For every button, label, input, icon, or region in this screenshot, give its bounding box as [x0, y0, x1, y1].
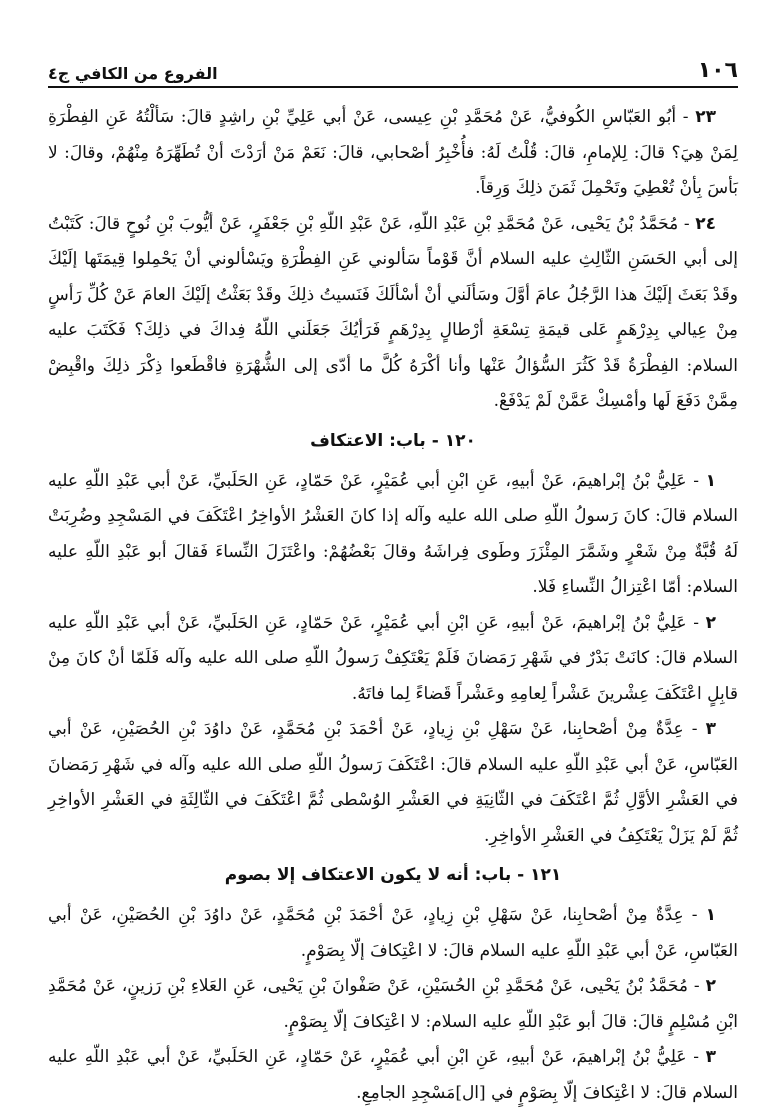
hadith-text: مُحَمَّدُ بْنُ يَحْيى، عَنْ مُحَمَّدِ بْنِ الحُسَيْنِ، عَنْ صَفْوانَ بْنِ يَحْيى، عَنِ العَلاءِ بْنِ رَزينٍ، عَنْ مُحَمَّدِ ابْنِ مُسْلِمٍ قالَ: قالَ أبو عَبْدِ اللّهِ عليه السلام: لا اعْتِكافَ إلّا بِصَوْمٍ.: [48, 976, 738, 1032]
hadith-text: عَلِيُّ بْنُ إبْراهيمَ، عَنْ أبيهِ، عَنِ ابْنِ أبي عُمَيْرٍ، عَنْ حَمّادٍ، عَنِ الحَلَبيِّ، عَنْ أبي عَبْدِ اللّهِ عليه السلام قالَ: لا اعْتِكافَ إلّا بِصَوْمٍ في [ال]مَسْجِدِ الجامِعِ.: [48, 1047, 738, 1103]
hadith-paragraph: ١ - عِدَّةٌ مِنْ أصْحابِنا، عَنْ سَهْلِ بْنِ زِيادٍ، عَنْ أحْمَدَ بْنِ مُحَمَّدٍ، عَنْ داوُدَ بْنِ الحُصَيْنِ، عَنْ أبي العَبّاسِ، عَنْ أبي عَبْدِ اللّهِ عليه السلام قالَ: لا اعْتِكافَ إلّا بِصَوْمٍ.: [48, 905, 738, 961]
hadith-text: عَلِيُّ بْنُ إبْراهيمَ، عَنْ أبيهِ، عَنِ ابْنِ أبي عُمَيْرٍ، عَنْ حَمّادٍ، عَنِ الحَلَبيِّ، عَنْ أبي عَبْدِ اللّهِ عليه السلام قالَ: كانَتْ بَدْرٌ في شَهْرِ رَمَضانَ فَلَمْ يَعْتَكِفْ رَسولُ اللّهِ صلى الله عليه وآله فَلَمّا أنْ كانَ مِنْ قابِلٍ اعْتَكَفَ عِشْرينَ عَشْراً لِعامِهِ وعَشْراً قَضاءً لِما فاتَهُ.: [48, 612, 738, 704]
chapter-heading: ١٢١ - باب: أنه لا يكون الاعتكاف إلا بصوم: [224, 865, 562, 885]
hadith-text: مُحَمَّدُ بْنُ يَحْيى، عَنْ مُحَمَّدِ بْنِ عَبْدِ اللّهِ، عَنْ عَبْدِ اللّهِ بْنِ جَعْفَرٍ، عَنْ أيُّوبَ بْنِ نُوحٍ قالَ: كَتَبْتُ إلى أبي الحَسَنِ الثّالِثِ عليه السلام أنَّ قَوْماً سَألوني عَنِ الفِطْرَةِ ويَسْألوني أنْ يَحْمِلوا قِيمَتَها إلَيْكَ وقَدْ بَعَثَ إلَيْكَ هذا الرَّجُلُ عامَ أوَّلَ وسَألَني أنْ أسْألَكَ فَنَسيتُ ذلِكَ وقَدْ بَعَثْتُ إلَيْكَ العامَ عَنْ كُلِّ رَأسٍ مِنْ عِيالي بِدِرْهَمٍ عَلى قيمَةِ تِسْعَةِ أرْطالٍ بِدِرْهَمٍ فَرَأيُكَ جَعَلَني اللّهُ فِداكَ في ذلِكَ؟ فَكَتَبَ عليه السلام: الفِطْرَةُ قَدْ كَثُرَ السُّؤالُ عَنْها وأنا أكْرَهُ كُلَّ ما أدّى إلى الشُّهْرَةِ فاقْطَعوا ذِكْرَ ذلِكَ واقْبِضْ مِمَّنْ دَفَعَ لَها وأمْسِكْ عَمَّنْ لَمْ يَدْفَعْ.: [48, 213, 738, 411]
hadith-number: ٢: [705, 612, 717, 633]
hadith-paragraph: ٢ - عَلِيُّ بْنُ إبْراهيمَ، عَنْ أبيهِ، عَنِ ابْنِ أبي عُمَيْرٍ، عَنْ حَمّادٍ، عَنِ الحَلَبيِّ، عَنْ أبي عَبْدِ اللّهِ عليه السلام قالَ: كانَتْ بَدْرٌ في شَهْرِ رَمَضانَ فَلَمْ يَعْتَكِفْ رَسولُ اللّهِ صلى الله عليه وآله فَلَمّا أنْ كانَ مِنْ قابِلٍ اعْتَكَفَ عِشْرينَ عَشْراً لِعامِهِ وعَشْراً قَضاءً لِما فاتَهُ.: [48, 612, 738, 704]
page-number: ١٠٦: [697, 58, 738, 83]
hadith-paragraph: ٢ - مُحَمَّدُ بْنُ يَحْيى، عَنْ مُحَمَّدِ بْنِ الحُسَيْنِ، عَنْ صَفْوانَ بْنِ يَحْيى، عَنِ العَلاءِ بْنِ رَزينٍ، عَنْ مُحَمَّدِ ابْنِ مُسْلِمٍ قالَ: قالَ أبو عَبْدِ اللّهِ عليه السلام: لا اعْتِكافَ إلّا بِصَوْمٍ.: [48, 976, 738, 1032]
hadith-paragraph: ٣ - عِدَّةٌ مِنْ أصْحابِنا، عَنْ سَهْلِ بْنِ زِيادٍ، عَنْ أحْمَدَ بْنِ مُحَمَّدٍ، عَنْ داوُدَ بْنِ الحُصَيْنِ، عَنْ أبي العَبّاسِ، عَنْ أبي عَبْدِ اللّهِ عليه السلام قالَ: اعْتَكَفَ رَسولُ اللّهِ صلى الله عليه وآله في شَهْرِ رَمَضانَ في العَشْرِ الأوَّلِ ثُمَّ اعْتَكَفَ في الثّانِيَةِ في العَشْرِ الوُسْطى ثُمَّ اعْتَكَفَ في الثّالِثَةِ في العَشْرِ الأواخِرِ ثُمَّ لَمْ يَزَلْ يَعْتَكِفُ في العَشْرِ الأواخِرِ.: [48, 719, 738, 846]
hadith-number: ٢٣: [695, 107, 716, 127]
page-header: [48, 42, 738, 88]
hadith-paragraph: ٢٣ - أبُو العَبّاسِ الكُوفيُّ، عَنْ مُحَمَّدِ بْنِ عِيسى، عَنْ أبي عَلِيِّ بْنِ راشِدٍ قالَ: سَألْتُهُ عَنِ الفِطْرَةِ لِمَنْ هِيَ؟ قالَ: لِلإمامِ، قالَ: قُلْتُ لَهُ: فأُخْبِرُ أصْحابي، قالَ: نَعَمْ مَنْ أرَدْتَ أنْ تُطَهِّرَهُ مِنْهُمْ، وقالَ: لا بَأسَ بِأنْ تُعْطِيَ وتَحْمِلَ ثَمَنَ ذلِكَ وَرِقاً.: [48, 107, 738, 198]
running-title: الفروع من الكافي ج٤: [48, 64, 218, 83]
hadith-paragraph: ٢٤ - مُحَمَّدُ بْنُ يَحْيى، عَنْ مُحَمَّدِ بْنِ عَبْدِ اللّهِ، عَنْ عَبْدِ اللّهِ بْنِ جَعْفَرٍ، عَنْ أيُّوبَ بْنِ نُوحٍ قالَ: كَتَبْتُ إلى أبي الحَسَنِ الثّالِثِ عليه السلام أنَّ قَوْماً سَألوني عَنِ الفِطْرَةِ ويَسْألوني أنْ يَحْمِلوا قِيمَتَها إلَيْكَ وقَدْ بَعَثَ إلَيْكَ هذا الرَّجُلُ عامَ أوَّلَ وسَألَني أنْ أسْألَكَ فَنَسيتُ ذلِكَ وقَدْ بَعَثْتُ إلَيْكَ العامَ عَنْ كُلِّ رَأسٍ مِنْ عِيالي بِدِرْهَمٍ عَلى قيمَةِ تِسْعَةِ أرْطالٍ بِدِرْهَمٍ فَرَأيُكَ جَعَلَني اللّهُ فِداكَ في ذلِكَ؟ فَكَتَبَ عليه السلام: الفِطْرَةُ قَدْ كَثُرَ السُّؤالُ عَنْها وأنا أكْرَهُ كُلَّ ما أدّى إلى الشُّهْرَةِ فاقْطَعوا ذِكْرَ ذلِكَ واقْبِضْ مِمَّنْ دَفَعَ لَها وأمْسِكْ عَمَّنْ لَمْ يَدْفَعْ.: [48, 213, 738, 411]
chapter-heading: ١٢٠ - باب: الاعتكاف: [310, 430, 476, 451]
hadith-paragraph: ١ - عَلِيُّ بْنُ إبْراهيمَ، عَنْ أبيهِ، عَنِ ابْنِ أبي عُمَيْرٍ، عَنْ حَمّادٍ، عَنِ الحَلَبيِّ، عَنْ أبي عَبْدِ اللّهِ عليه السلام قالَ: كانَ رَسولُ اللّهِ صلى الله عليه وآله إذا كانَ العَشْرُ الأواخِرُ اعْتَكَفَ في المَسْجِدِ وضُرِبَتْ لَهُ قُبَّةٌ مِنْ شَعْرٍ وشَمَّرَ المِئْزَرَ وطَوى فِراشَهُ وقالَ بَعْضُهُمْ: واعْتَزَلَ النِّساءَ فَقالَ أبو عَبْدِ اللّهِ عليه السلام: أمّا اعْتِزالُ النِّساءِ فَلا.: [48, 470, 738, 597]
hadith-paragraph: ٣ - عَلِيُّ بْنُ إبْراهيمَ، عَنْ أبيهِ، عَنِ ابْنِ أبي عُمَيْرٍ، عَنْ حَمّادٍ، عَنِ الحَلَبيِّ، عَنْ أبي عَبْدِ اللّهِ عليه السلام قالَ: لا اعْتِكافَ إلّا بِصَوْمٍ في [ال]مَسْجِدِ الجامِعِ.: [48, 1047, 738, 1103]
hadith-text: أبُو العَبّاسِ الكُوفيُّ، عَنْ مُحَمَّدِ بْنِ عِيسى، عَنْ أبي عَلِيِّ بْنِ راشِدٍ قالَ: سَألْتُهُ عَنِ الفِطْرَةِ لِمَنْ هِيَ؟ قالَ: لِلإمامِ، قالَ: قُلْتُ لَهُ: فأُخْبِرُ أصْحابي، قالَ: نَعَمْ مَنْ أرَدْتَ أنْ تُطَهِّرَهُ مِنْهُمْ، وقالَ: لا بَأسَ بِأنْ تُعْطِيَ وتَحْمِلَ ثَمَنَ ذلِكَ وَرِقاً.: [48, 107, 738, 198]
hadith-number: ١: [705, 905, 717, 925]
book-page: [48, 42, 738, 1103]
hadith-text: عِدَّةٌ مِنْ أصْحابِنا، عَنْ سَهْلِ بْنِ زِيادٍ، عَنْ أحْمَدَ بْنِ مُحَمَّدٍ، عَنْ داوُدَ بْنِ الحُصَيْنِ، عَنْ أبي العَبّاسِ، عَنْ أبي عَبْدِ اللّهِ عليه السلام قالَ: لا اعْتِكافَ إلّا بِصَوْمٍ.: [48, 905, 738, 961]
page-body: [48, 100, 738, 1111]
hadith-number: ٣: [705, 719, 717, 739]
hadith-text: عَلِيُّ بْنُ إبْراهيمَ، عَنْ أبيهِ، عَنِ ابْنِ أبي عُمَيْرٍ، عَنْ حَمّادٍ، عَنِ الحَلَبيِّ، عَنْ أبي عَبْدِ اللّهِ عليه السلام قالَ: كانَ رَسولُ اللّهِ صلى الله عليه وآله إذا كانَ العَشْرُ الأواخِرُ اعْتَكَفَ في المَسْجِدِ وضُرِبَتْ لَهُ قُبَّةٌ مِنْ شَعْرٍ وشَمَّرَ المِئْزَرَ وطَوى فِراشَهُ وقالَ بَعْضُهُمْ: واعْتَزَلَ النِّساءَ فَقالَ أبو عَبْدِ اللّهِ عليه السلام: أمّا اعْتِزالُ النِّساءِ فَلا.: [48, 470, 738, 597]
hadith-number: ٢: [705, 976, 716, 996]
hadith-text: عِدَّةٌ مِنْ أصْحابِنا، عَنْ سَهْلِ بْنِ زِيادٍ، عَنْ أحْمَدَ بْنِ مُحَمَّدٍ، عَنْ داوُدَ بْنِ الحُصَيْنِ، عَنْ أبي العَبّاسِ، عَنْ أبي عَبْدِ اللّهِ عليه السلام قالَ: اعْتَكَفَ رَسولُ اللّهِ صلى الله عليه وآله في شَهْرِ رَمَضانَ في العَشْرِ الأوَّلِ ثُمَّ اعْتَكَفَ في الثّانِيَةِ في العَشْرِ الوُسْطى ثُمَّ اعْتَكَفَ في الثّالِثَةِ في العَشْرِ الأواخِرِ ثُمَّ لَمْ يَزَلْ يَعْتَكِفُ في العَشْرِ الأواخِرِ.: [48, 719, 738, 846]
hadith-number: ٢٤: [695, 213, 717, 234]
hadith-number: ٣: [705, 1047, 717, 1067]
hadith-number: ١: [705, 470, 717, 491]
